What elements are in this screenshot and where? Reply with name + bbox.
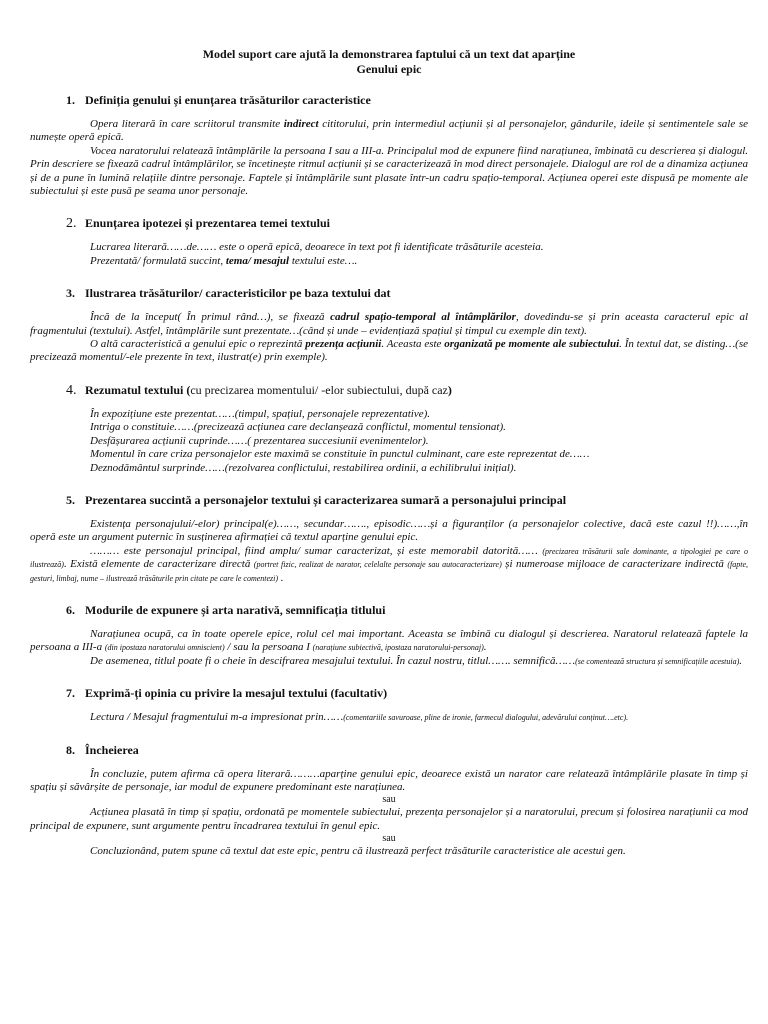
section-title: Prezentarea succintă a personajelor textului și caracterizarea sumară a personajului principal <box>85 492 567 507</box>
section-6-heading <box>30 603 748 618</box>
section-6-paragraph-1: Narațiunea ocupă, ca în toate operele epice, rolul cel mai important. Aceasta se îmbină cu dialogul și descrierea. Naratorul relatează faptele la persoana a III-a (din ipostaza naratorului omniscient) / sau la persoana I (narațiune subiectivă, ipostaza naratorului-personaj). <box>30 627 748 654</box>
section-title: Încheierea <box>85 742 139 757</box>
emphasis: indirect <box>283 118 319 130</box>
section-2-line-1: Lucrarea literară……de…… este o operă epică, deoarece în text pot fi identificate trăsăturile acesteia. <box>90 241 544 254</box>
section-title: Enunțarea ipotezei și prezentarea temei textului <box>85 216 330 231</box>
section-number: 1. <box>66 93 75 107</box>
emphasis: organizată pe momente ale subiectului <box>444 338 620 351</box>
section-title: Exprimă-ți opinia cu privire la mesajul textului (facultativ) <box>85 686 388 701</box>
emphasis: cadrul spațio-temporal al întâmplărilor <box>330 311 516 324</box>
list-item: Momentul în care criza personajelor este maximă se constituie în punctul culminant, care este reprezentat de…… <box>90 448 590 461</box>
emphasis: prezența acțiunii <box>305 338 382 351</box>
section-1-paragraph-1: Opera literară în care scriitorul transmite indirect cititorului, prin intermediul acțiunii și al personajelor, gândurile, ideile și sentimentele sale se numește operă epică. <box>30 118 748 144</box>
section-title: Rezumatul textului ( <box>85 382 191 397</box>
section-8-paragraph-3: Concluzionând, putem spune că textul dat este epic, pentru că ilustrează perfect trăsăturile caracteristice ale acestui gen. <box>90 845 626 858</box>
section-1-heading <box>30 93 748 108</box>
section-title: Definiția genului și enunțarea trăsăturilor caracteristice <box>85 93 371 107</box>
section-number: 8. <box>66 742 75 757</box>
section-8-paragraph-1: În concluzie, putem afirma că opera literară………aparține genului epic, deoarece există un narator care relatează întâmplările plasate în timp și spațiu și săvârșite de personaje, iar modul de expunere predominant este narațiunea. <box>30 767 748 793</box>
section-3-paragraph-2: O altă caracteristică a genului epic o reprezintă prezența acțiunii. Aceasta este organizată pe momente ale subiectului. În textul dat, se disting…(se precizează momentul/-ele prezente în text, ilustrat(e) prin exemple). <box>30 338 749 364</box>
emphasis: tema/ mesajul <box>225 254 290 267</box>
section-5-paragraph-2: ……… este personajul principal, fiind amplu/ sumar caracterizat, și este memorabil datorită…… (precizarea trăsăturii sale dominante, a tipologiei pe care o ilustrează). Există elemente de caracterizare directă (portret fizic, realizat de narator, celelalte personaje sau autocaracterizare) și numeroase mijloace de caracterizare indirectă (fapte, gesturi, limbaj, nume – ilustrează trăsăturile prin citate pe care le comentezi) . <box>30 544 748 584</box>
list-item: Deznodământul surprinde……(rezolvarea conflictului, restabilirea ordinii, a echilibrului inițial). <box>90 461 517 474</box>
section-3-heading <box>30 286 748 301</box>
section-number: 2. <box>66 216 77 232</box>
section-5-heading <box>30 493 748 508</box>
list-item: Intriga o constituie……(precizează acțiunea care declanșează conflictul, momentul tensionat). <box>90 421 506 434</box>
title-line-1: Model suport care ajută la demonstrarea faptului că un text dat aparține <box>202 47 576 61</box>
list-item: În expozițiune este prezentat……(timpul, spațiul, personajele reprezentative). <box>90 407 431 420</box>
section-7-paragraph-1: Lectura / Mesajul fragmentului m-a impresionat prin……(comentariile savuroase, pline de ironie, farmecul dialogului, adevărului conținut….etc). <box>90 711 629 724</box>
section-number: 4. <box>66 382 77 398</box>
list-item: Desfășurarea acțiunii cuprinde……( prezentarea succesiunii evenimentelor). <box>90 434 429 447</box>
section-8-paragraph-2: Acțiunea plasată în timp și spațiu, ordonată pe momentele subiectului, prezența personajelor și a naratorului, precum și folosirea narațiunii ca mod principal de expunere, sunt argumente pentru încadrarea textului în genul epic. <box>30 806 748 832</box>
section-number: 3. <box>66 286 75 301</box>
separator-sau: sau <box>382 833 396 845</box>
section-title: Modurile de expunere și arta narativă, semnificația titlului <box>85 602 386 617</box>
section-number: 6. <box>66 602 75 617</box>
section-8-heading <box>30 743 748 758</box>
section-5-paragraph-1: Existența personajului/-elor) principal(e)……, secundar……., episodic……și a figuranților (a personajelor colective, dacă este cazul !!)……,în operă este un argument puternic în susținerea afirmației că textul aparține genului epic. <box>30 517 748 544</box>
document-title <box>30 47 748 77</box>
section-4-heading: 4. Rezumatul textului (cu precizarea momentului/ -elor subiectului, după caz) <box>66 382 452 398</box>
section-title: Ilustrarea trăsăturilor/ caracteristicilor pe baza textului dat <box>85 286 391 301</box>
section-2-heading <box>30 216 748 231</box>
section-4-list <box>30 408 748 475</box>
section-6-paragraph-2: De asemenea, titlul poate fi o cheie în descifrarea mesajului textului. În cazul nostru, titlul……. semnifică……(se comentează structura și semnificațiile acestuia). <box>90 654 743 667</box>
section-2-line-2: Prezentată/ formulată succint, tema/ mesajul textului este…. <box>90 254 358 267</box>
document-page <box>30 0 748 859</box>
section-3-paragraph-1: Încă de la început( În primul rând…), se fixează cadrul spațio-temporal al întâmplărilor, dovedindu-se și prin aceasta caracterul epic al fragmentului (textului). Astfel, întâmplările sunt prezentate…(când și unde – evidențiază spațiul și timpul cu exemple din text). <box>30 311 749 337</box>
title-line-2: Genului epic <box>356 62 422 76</box>
section-1-paragraph-2: Vocea naratorului relatează întâmplările la persoana I sau a III-a. Principalul mod de expunere fiind narațiunea, îmbinată cu descrierea și dialogul. Prin descriere se fixează cadrul întâmplărilor, se încetinește ritmul acțiunii și se caracterizează în mod direct personajele. Dialogul are rol de a dinamiza acțiunea și de a pune în lumină relațiile dintre personaje. Faptele și întâmplările sunt plasate într-un cadru spațio-temporal. Acțiunea operei este dispusă pe momente ale subiectului și este pusă pe seama unor personaje. <box>30 144 748 198</box>
separator-sau: sau <box>382 794 396 806</box>
section-number: 5. <box>66 492 75 507</box>
section-title-note: cu precizarea momentului/ -elor subiectului, după caz <box>190 382 448 397</box>
section-number: 7. <box>66 686 75 701</box>
section-7-heading <box>30 686 748 701</box>
